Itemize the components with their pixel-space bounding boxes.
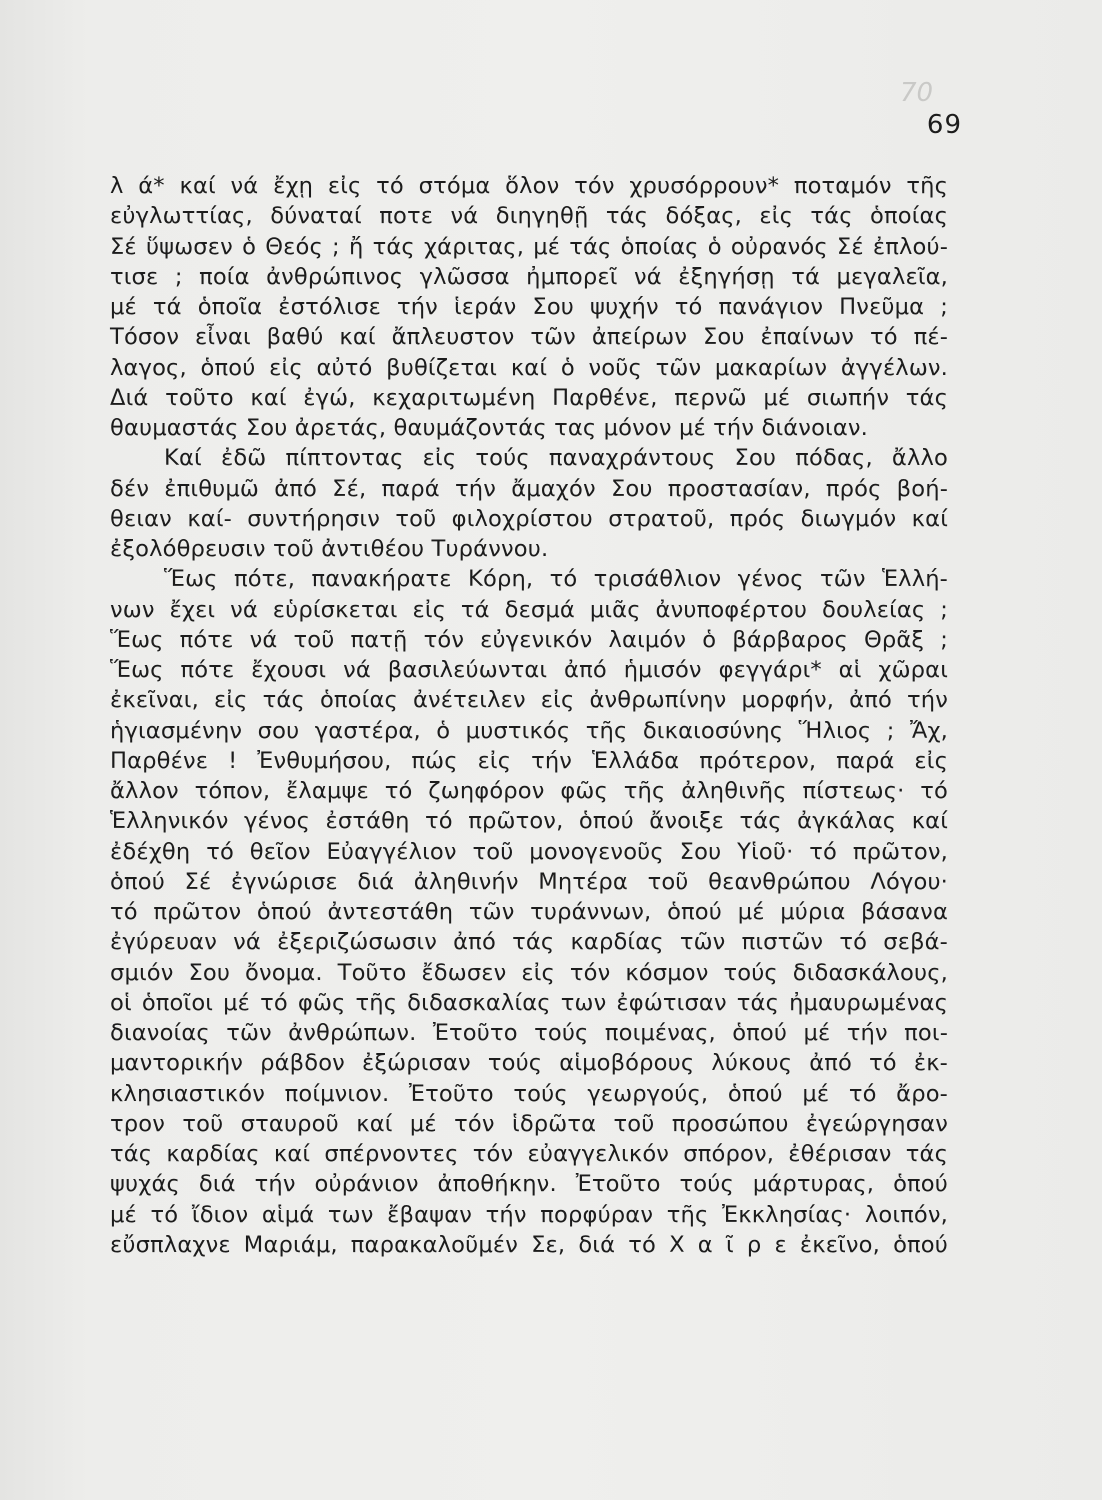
text-line: Διά τοῦτο καί ἐγώ, κεχαριτωμένη Παρθένε, περνῶ μέ σιωπήν τάς <box>110 384 948 411</box>
text-line: εὔσπλαχνε Μαριάμ, παρακαλοῦμέν Σε, διά τό Χ α ῖ ρ ε ἐκεῖνο, ὁπού <box>110 1231 948 1258</box>
text-line: λαγος, ὁπού εἰς αὐτό βυθίζεται καί ὁ νοῦς τῶν μακαρίων ἀγγέλων. <box>110 354 948 381</box>
text-line: Ἕως πότε νά τοῦ πατῇ τόν εὐγενικόν λαιμόν ὁ βάρβαρος Θρᾶξ ; <box>110 626 948 653</box>
text-line: Ἕως πότε ἔχουσι νά βασιλεύωνται ἀπό ἡμισόν φεγγάρι* αἱ χῶραι <box>110 657 948 683</box>
text-line: δέν ἐπιθυμῶ ἀπό Σέ, παρά τήν ἄμαχόν Σου προστασίαν, πρός βοή- <box>110 475 948 502</box>
text-line: οἱ ὁποῖοι μέ τό φῶς τῆς διδασκαλίας των ἐφώτισαν τάς ἠμαυρωμένας <box>110 989 948 1016</box>
text-line: ἐγύρευαν νά ἐξεριζώσωσιν ἀπό τάς καρδίας τῶν πιστῶν τό σεβά- <box>110 929 948 956</box>
paragraph <box>110 443 948 564</box>
text-line: Ἑλληνικόν γένος ἐστάθη τό πρῶτον, ὁπού ἄνοιξε τάς ἀγκάλας καί <box>110 808 948 835</box>
text-line: θαυμαστάς Σου ἀρετάς, θαυμάζοντάς τας μόνον μέ τήν διάνοιαν. <box>110 415 868 441</box>
text-line: τρον τοῦ σταυροῦ καί μέ τόν ἱδρῶτα τοῦ προσώπου ἐγεώργησαν <box>110 1110 948 1137</box>
body-text <box>110 171 948 1260</box>
bleed-through-page-number: 70 <box>900 78 934 108</box>
text-line: Καί ἐδῶ πίπτοντας εἰς τούς παναχράντους Σου πόδας, ἄλλο <box>164 445 948 472</box>
text-line: σμιόν Σου ὄνομα. Τοῦτο ἔδωσεν εἰς τόν κόσμον τούς διδασκάλους, <box>110 959 948 986</box>
text-line: διανοίας τῶν ἀνθρώπων. Ἐτοῦτο τούς ποιμένας, ὁπού μέ τήν ποι- <box>110 1020 948 1046</box>
text-line: ψυχάς διά τήν οὐράνιον ἀποθήκην. Ἐτοῦτο τούς μάρτυρας, ὁπού <box>110 1171 948 1198</box>
text-line: Ἕως πότε, πανακήρατε Κόρη, τό τρισάθλιον γένος τῶν Ἑλλή- <box>164 566 948 593</box>
text-line: θειαν καί- συντήρησιν τοῦ φιλοχρίστου στρατοῦ, πρός διωγμόν καί <box>110 505 948 532</box>
text-line: Παρθένε ! Ἐνθυμήσου, πώς εἰς τήν Ἑλλάδα πρότερον, παρά εἰς <box>110 747 948 774</box>
text-line: ἐξολόθρευσιν τοῦ ἀντιθέου Τυράννου. <box>110 536 549 562</box>
text-line: κλησιαστικόν ποίμνιον. Ἐτοῦτο τούς γεωργούς, ὁπού μέ τό ἄρο- <box>110 1080 948 1107</box>
text-line: ἄλλον τόπον, ἔλαμψε τό ζωηφόρον φῶς τῆς ἀληθινῆς πίστεως· τό <box>110 778 948 804</box>
text-line: τό πρῶτον ὁπού ἀντεστάθη τῶν τυράννων, ὁπού μέ μύρια βάσανα <box>110 899 948 925</box>
paragraph <box>110 564 948 1260</box>
text-line: ἡγιασμένην σου γαστέρα, ὁ μυστικός τῆς δικαιοσύνης Ἥλιος ; Ἄχ, <box>110 717 948 744</box>
text-line: ἐκεῖναι, εἰς τάς ὁποίας ἀνέτειλεν εἰς ἀνθρωπίνην μορφήν, ἀπό τήν <box>110 687 948 714</box>
text-line: εὐγλωττίας, δύναταί ποτε νά διηγηθῇ τάς δόξας, εἰς τάς ὁποίας <box>110 203 948 230</box>
page-number: 69 <box>926 110 962 140</box>
text-line: Τόσον εἶναι βαθύ καί ἄπλευστον τῶν ἀπείρων Σου ἐπαίνων τό πέ- <box>110 324 948 351</box>
text-line: νων ἔχει νά εὑρίσκεται εἰς τά δεσμά μιᾶς ἀνυποφέρτου δουλείας ; <box>110 596 948 623</box>
text-line: μέ τό ἴδιον αἱμά των ἔβαψαν τήν πορφύραν τῆς Ἐκκλησίας· λοιπόν, <box>110 1201 948 1228</box>
text-line: ἐδέχθη τό θεῖον Εὐαγγέλιον τοῦ μονογενοῦς Σου Υἱοῦ· τό πρῶτον, <box>110 838 948 865</box>
text-line: μαντορικήν ράβδον ἐξώρισαν τούς αἱμοβόρους λύκους ἀπό τό ἐκ- <box>110 1050 948 1077</box>
text-line: ὁπού Σέ ἐγνώρισε διά ἀληθινήν Μητέρα τοῦ θεανθρώπου Λόγου· <box>110 868 948 895</box>
text-line: Σέ ὕψωσεν ὁ Θεός ; ἤ τάς χάριτας, μέ τάς ὁποίας ὁ οὐρανός Σέ ἐπλού- <box>110 233 948 260</box>
text-line: μέ τά ὁποῖα ἐστόλισε τήν ἱεράν Σου ψυχήν τό πανάγιον Πνεῦμα ; <box>110 294 948 320</box>
text-line: λ ά* καί νά ἔχῃ εἰς τό στόμα ὅλον τόν χρυσόρρουν* ποταμόν τῆς <box>110 173 948 199</box>
text-line: τισε ; ποία ἀνθρώπινος γλῶσσα ἠμπορεῖ νά ἐξηγήσῃ τά μεγαλεῖα, <box>110 263 948 290</box>
paragraph <box>110 171 948 443</box>
text-line: τάς καρδίας καί σπέρνοντες τόν εὐαγγελικόν σπόρον, ἐθέρισαν τάς <box>110 1141 948 1167</box>
